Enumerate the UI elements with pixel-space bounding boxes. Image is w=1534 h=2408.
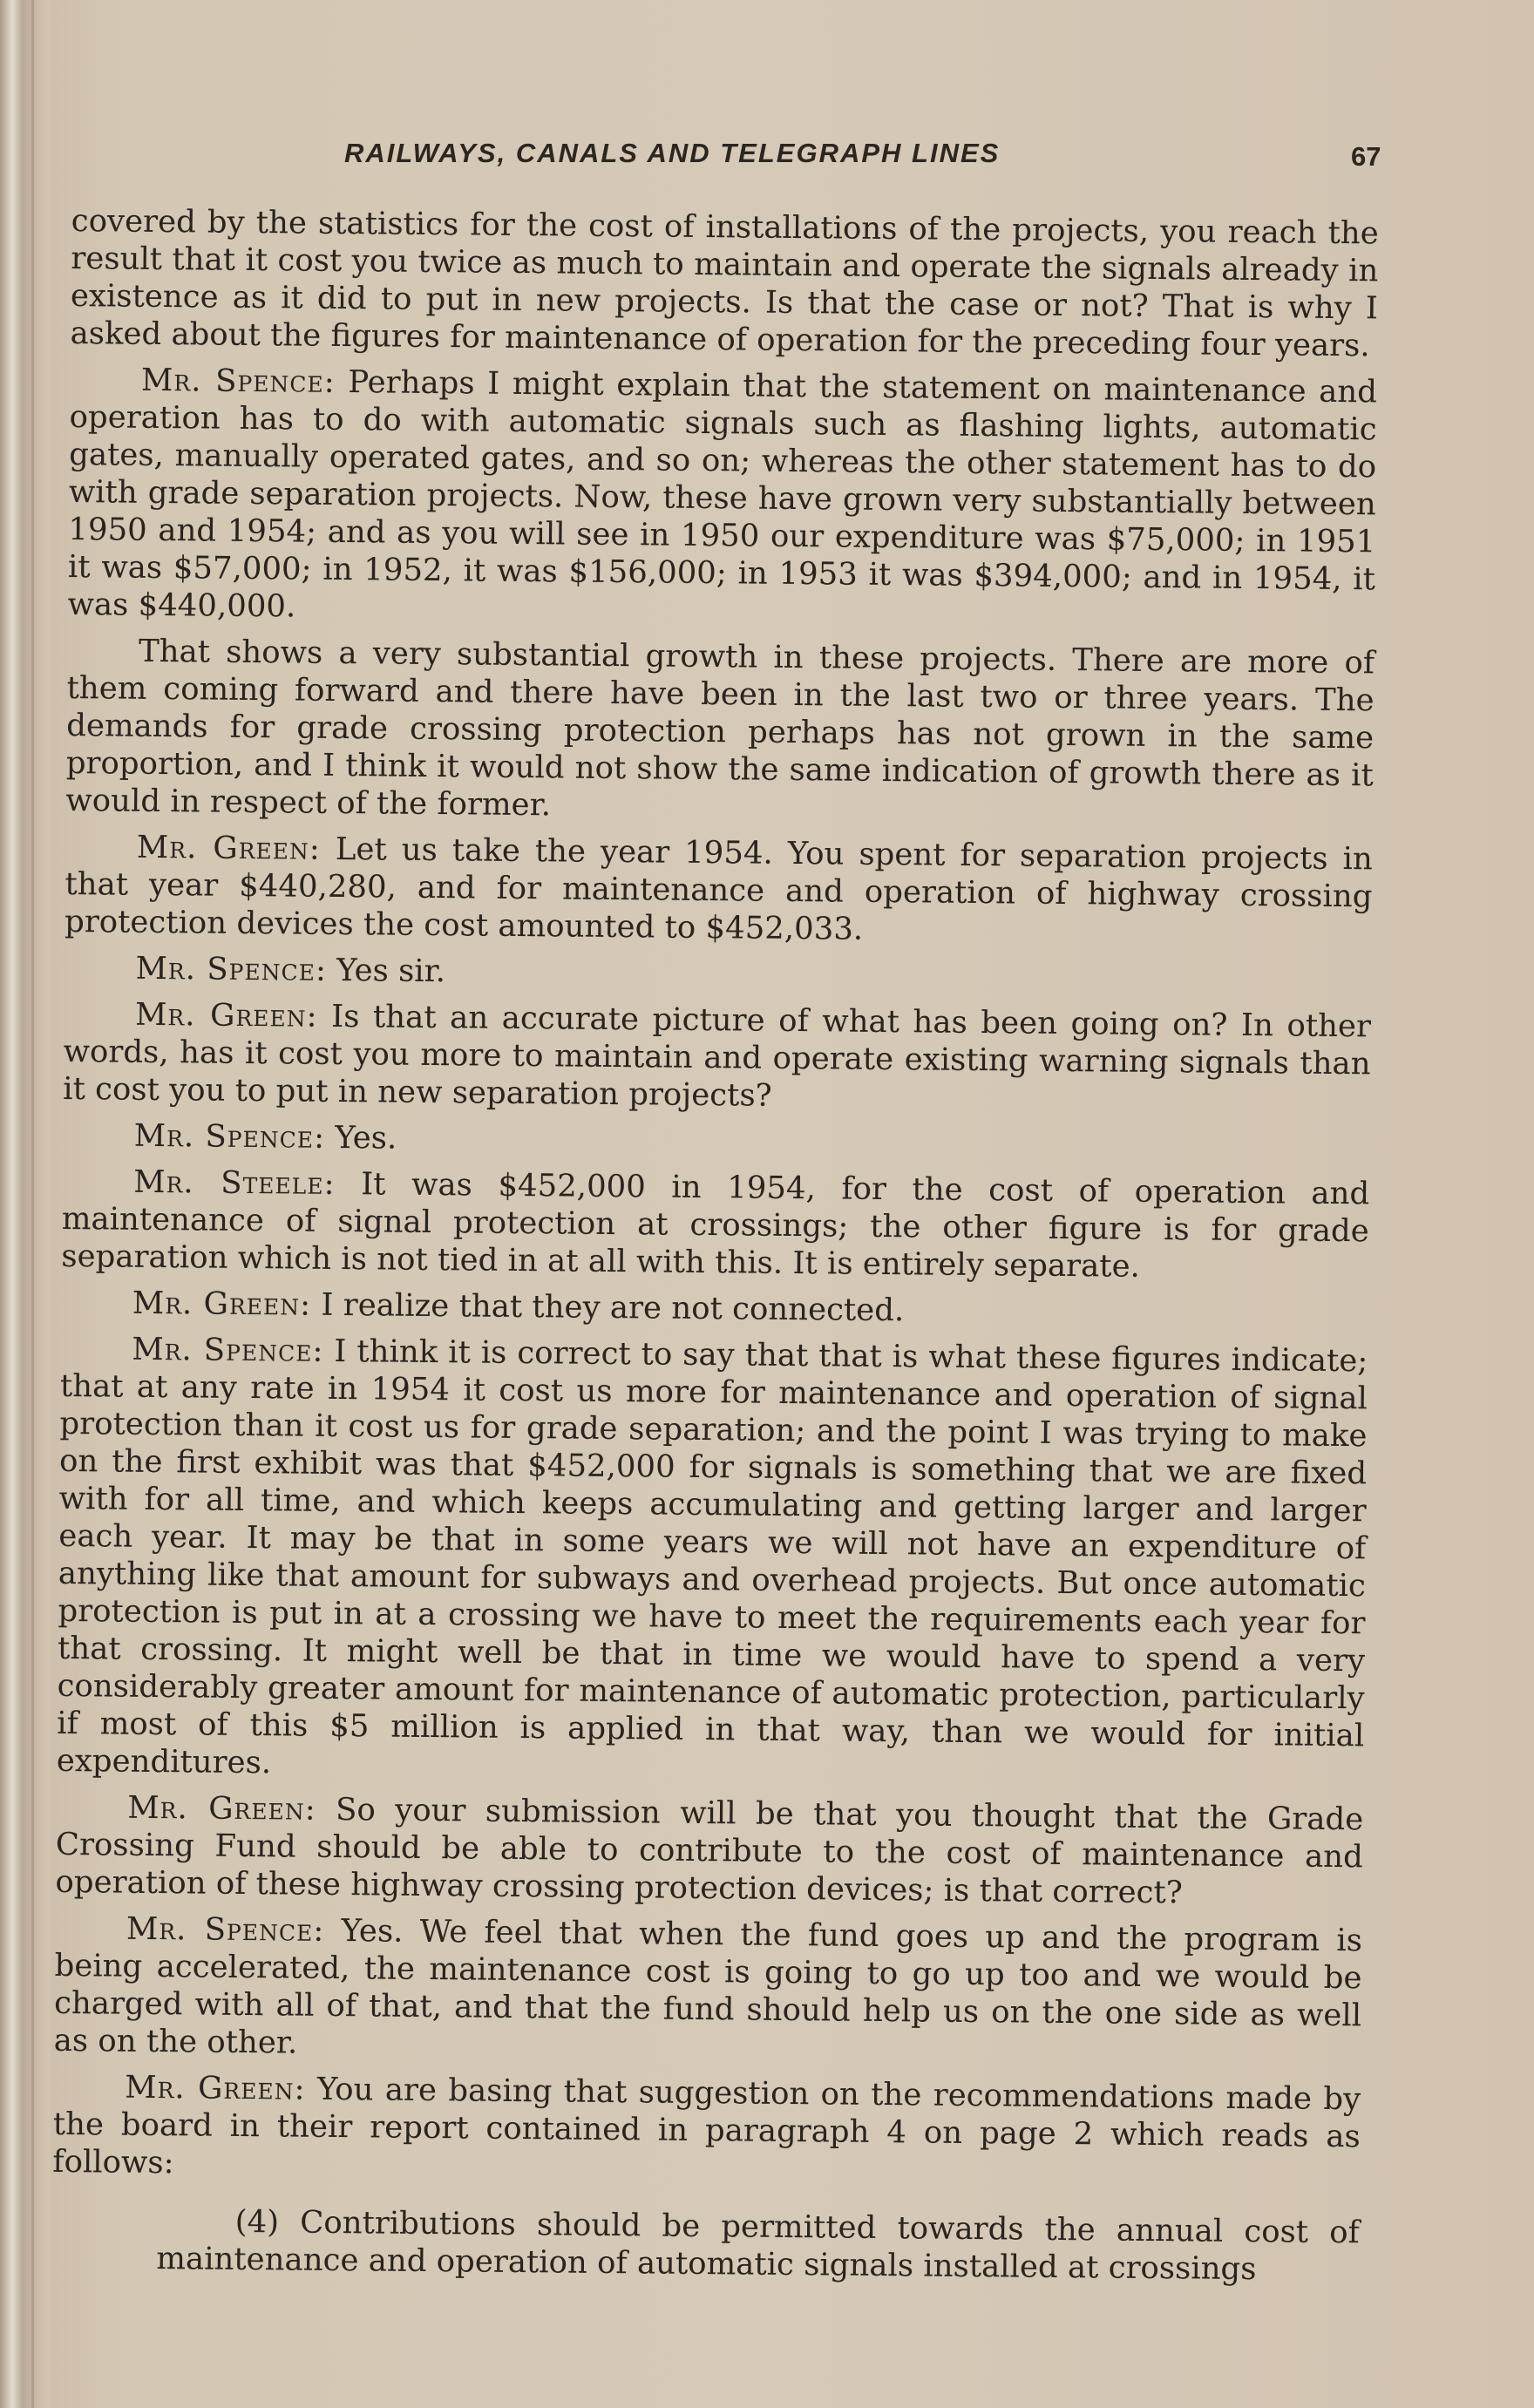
paragraph-text: I think it is correct to say that that is what these figures indicate; that at any rate in 1954 it cost us more for maintenance and operation of signal protection than it cost us for grade separation; and the point I was trying to make on the first exhibit was that $452,000 for signals is something that we are fixed with for all time, and which keeps accumulating and getting larger and larger each year. It may be that in some years we will not have an expenditure of anything like that amount for subways and overhead projects. But once automatic protection is put in at a crossing we have to meet the requirements each year for that crossing. It might well be that in time we would have to spend a very considerably greater amount for maintenance of automatic protection, particularly if most of this $5 million is applied in that way, than we would for initial expenditures.	[56, 1333, 1368, 1781]
paragraph-text: It was $452,000 in 1954, for the cost of operation and maintenance of signal protection at crossings; the other figure is for grade separation which is not tied in at all with this. It is entirely separate.	[61, 1166, 1370, 1285]
paragraph	[55, 1788, 1363, 1913]
speaker-name: Mr. Spence:	[133, 1117, 326, 1156]
paragraph	[63, 1116, 1370, 1166]
paragraph-text: I realize that they are not connected.	[321, 1286, 905, 1329]
paragraph-text: Let us take the year 1954. You spent for separation projects in that year $440,280, and for maintenance and operation of highway crossing protection devices the cost amounted to $452,033.	[64, 831, 1374, 947]
block-quote: (4) Contributions should be permitted towards the annual cost of maintenance and operation of automatic signals installed at crossings	[156, 2203, 1360, 2288]
speaker-name: Mr. Green:	[125, 2069, 306, 2107]
binding-gutter-line	[31, 0, 34, 2408]
paragraph	[64, 828, 1373, 953]
paragraph	[65, 632, 1374, 831]
paragraph-text: Is that an accurate picture of what has been going on? In other words, has it cost you more to maintain and operate existing warning signals than it cost you to put in new separation projects?	[63, 998, 1372, 1114]
speaker-name: Mr. Green:	[127, 1789, 316, 1828]
paragraph-text: covered by the statistics for the cost of installations of the projects, you reach the result that it cost you twice as much to maintain and operate the signals already in existence as it did to put in new projects. Is that the case or not? That is why I asked about the figures for maintenance of operation for the preceding four years.	[70, 202, 1379, 364]
speaker-name: Mr. Green:	[136, 829, 322, 867]
paragraph-text: Yes sir.	[336, 952, 446, 990]
paragraph-text: You are basing that suggestion on the recommendations made by the board in their report contained in paragraph 4 on page 2 which reads as follows:	[52, 2071, 1361, 2181]
speaker-name: Mr. Green:	[132, 1285, 312, 1323]
paragraph-text: Perhaps I might explain that the statement on maintenance and operation has to do with automatic signals such as flashing lights, automatic gates, manually operated gates, and so on; whereas the other statement has to do with grade separation projects. Now, these have grown very substantially between 1950 and 1954; and as you will see in 1950 our expenditure was $75,000; in 1951 it was $57,000; in 1952, it was $156,000; in 1953 it was $394,000; and in 1954, it was $440,000.	[67, 364, 1378, 625]
book-binding-edge	[0, 0, 51, 2408]
speaker-name: Mr. Spence:	[140, 362, 336, 400]
paragraph-text: Yes.	[335, 1119, 397, 1157]
paragraph-text: Yes. We feel that when the fund goes up and the program is being accelerated, the maintenance cost is going to go up too and we would be charged with all of that, and that the fund should help us on the one side as well as on the other.	[53, 1913, 1363, 2061]
paragraph	[63, 995, 1371, 1120]
speaker-name: Mr. Spence:	[135, 950, 328, 988]
page-header	[0, 138, 1534, 181]
speaker-name: Mr. Spence:	[132, 1331, 324, 1369]
running-title: RAILWAYS, CANALS AND TELEGRAPH LINES	[344, 138, 1001, 168]
speaker-name: Mr. Green:	[134, 996, 318, 1034]
paragraph-text: So your submission will be that you thought that the Grade Crossing Fund should be able to contribute to the cost of maintenance and operation of these highway crossing protection devices; is that correct?	[55, 1791, 1364, 1911]
speaker-name: Mr. Spence:	[126, 1910, 325, 1949]
speaker-name: Mr. Steele:	[133, 1163, 336, 1202]
page-number: 67	[1351, 141, 1381, 172]
page-body	[51, 202, 1379, 2289]
paragraph	[61, 1284, 1368, 1333]
paragraph	[52, 2068, 1361, 2193]
paragraph	[57, 1330, 1368, 1792]
paragraph	[67, 361, 1377, 635]
paragraph	[70, 202, 1379, 364]
paragraph	[64, 949, 1371, 999]
paragraph	[54, 1909, 1363, 2072]
paragraph	[61, 1163, 1369, 1287]
paragraph-text: That shows a very substantial growth in these projects. There are more of them coming forward and there have been in the last two or three years. The demands for grade crossing protection perhaps has not grown in the same proportion, and I think it would not show the same indication of growth there as it would in respect of the former.	[65, 633, 1375, 824]
